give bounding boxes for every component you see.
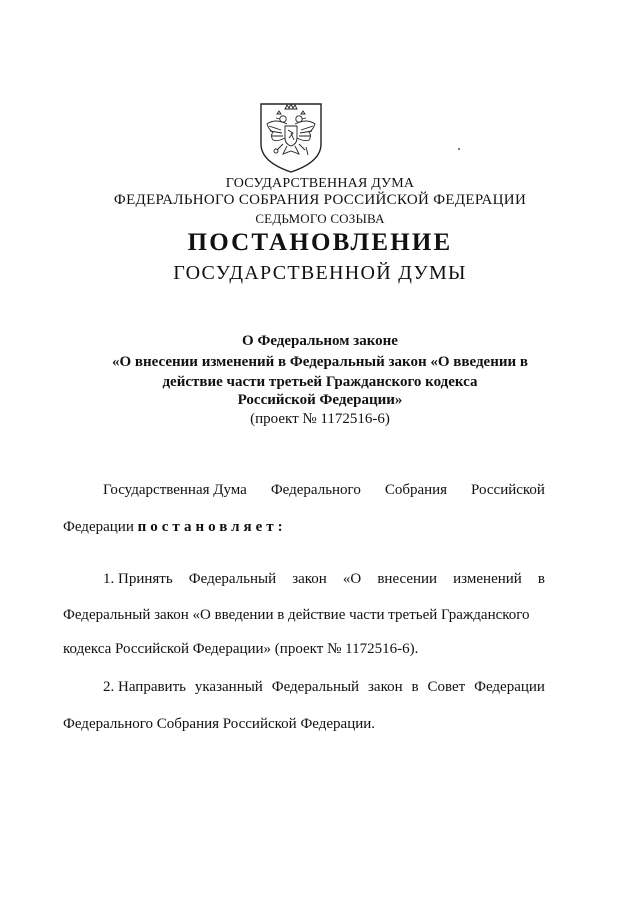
word: Совет: [427, 679, 466, 695]
intro-paragraph-line: [103, 481, 545, 499]
word: Государственная Дума: [103, 482, 247, 498]
item-2-line: [103, 678, 545, 696]
word: Федерального: [270, 482, 361, 498]
header-assembly: ФЕДЕРАЛЬНОГО СОБРАНИЯ РОССИЙСКОЙ ФЕДЕРАЦИИ: [113, 192, 527, 208]
word: закон: [292, 571, 327, 587]
header-convocation: СЕДЬМОГО СОЗЫВА: [255, 211, 385, 226]
decree-verb: постановляет:: [137, 519, 287, 535]
header-parliament: ГОСУДАРСТВЕННАЯ ДУМА: [225, 176, 415, 191]
word: Федерации: [474, 679, 545, 695]
intro-paragraph-line: [63, 518, 545, 536]
word: Федеральный: [188, 571, 277, 587]
word: Федерации: [63, 519, 134, 535]
scan-speck: [458, 148, 460, 150]
word: внесении: [377, 571, 438, 587]
word: изменений: [453, 571, 522, 587]
word: в: [537, 571, 545, 587]
word: Российской: [471, 482, 545, 498]
word: указанный: [194, 679, 263, 695]
law-title-line: Российской Федерации»: [237, 392, 403, 408]
law-title-line: О Федеральном законе: [242, 333, 398, 349]
item-1-line: Федеральный закон «О введении в действие части третьей Гражданского: [63, 607, 530, 623]
word: Собрания: [384, 482, 448, 498]
project-number: (проект № 1172516-6): [250, 411, 390, 427]
word: Федеральный: [271, 679, 360, 695]
russian-coat-of-arms-icon: [257, 100, 325, 174]
word: закон: [367, 679, 403, 695]
law-title-line: «О внесении изменений в Федеральный закон «О введении в: [112, 354, 528, 370]
document-issuer: ГОСУДАРСТВЕННОЙ ДУМЫ: [173, 262, 467, 284]
word: «О: [342, 571, 362, 587]
item-2-line: Федерального Собрания Российской Федерации.: [63, 716, 376, 732]
word: 1. Принять: [103, 571, 173, 587]
item-1-line: [103, 570, 545, 588]
word: 2. Направить: [103, 679, 186, 695]
item-1-line: кодекса Российской Федерации» (проект № 1172516-6).: [63, 641, 419, 657]
word: в: [411, 679, 419, 695]
law-title-line: действие части третьей Гражданского кодекса: [162, 374, 478, 390]
document-type: ПОСТАНОВЛЕНИЕ: [187, 229, 453, 256]
